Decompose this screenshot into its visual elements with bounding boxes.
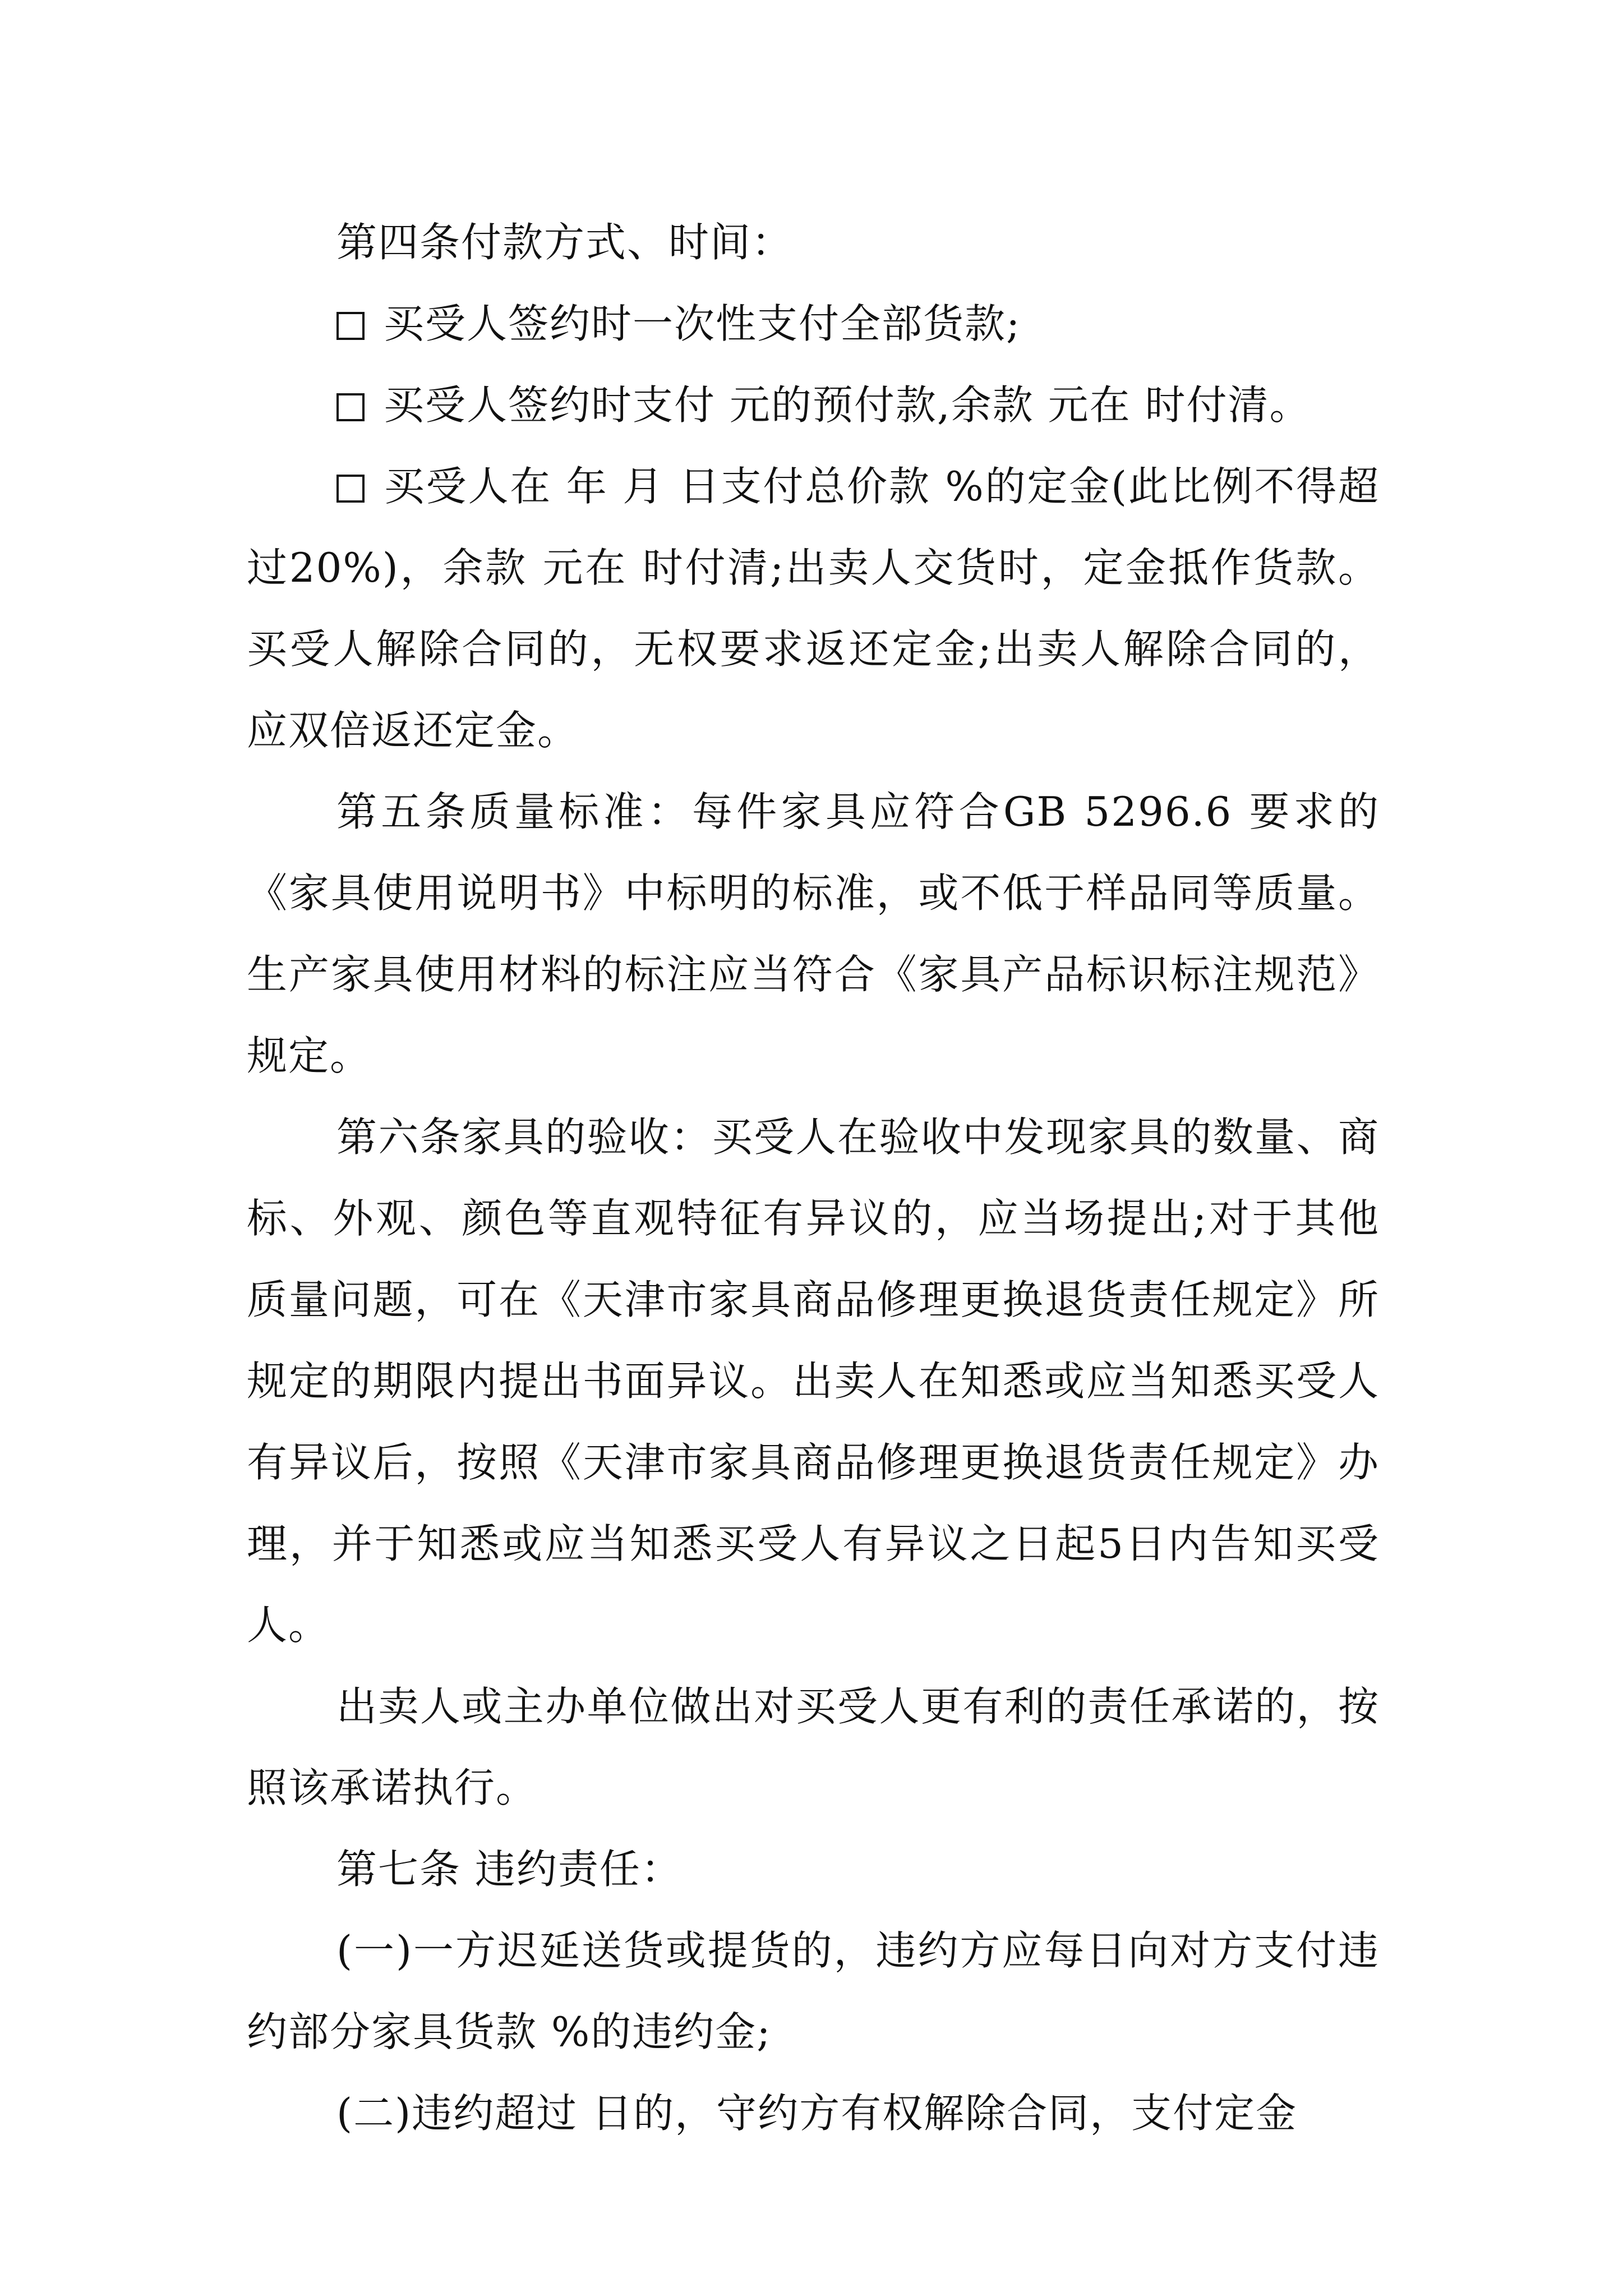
checkbox-icon[interactable]	[336, 393, 365, 421]
seller-promise	[247, 1666, 1380, 1829]
article-7-clause-1	[247, 1910, 1380, 2073]
article-7-clause-2	[247, 2073, 1380, 2154]
payment-option-deposit	[247, 446, 1380, 771]
paragraph-text: 出卖人或主办单位做出对买受人更有利的责任承诺的，按照该承诺执行。	[247, 1683, 1380, 1811]
document-body	[247, 202, 1380, 2154]
paragraph-text: 买受人签约时一次性支付全部货款;	[384, 300, 1021, 347]
paragraph-text: 买受人在 年 月 日支付总价款 %的定金(此比例不得超过20%)，余款 元在 时付清;出卖人交货时，定金抵作货款。买受人解除合同的，无权要求返还定金;出卖人解除合同的，应双倍返还定金。	[247, 463, 1380, 754]
checkbox-icon[interactable]	[336, 475, 365, 503]
checkbox-icon[interactable]	[336, 312, 365, 340]
payment-option-prepayment	[247, 365, 1380, 446]
article-6-acceptance	[247, 1097, 1380, 1666]
paragraph-text: 第六条家具的验收：买受人在验收中发现家具的数量、商标、外观、颜色等直观特征有异议的，应当场提出;对于其他质量问题，可在《天津市家具商品修理更换退货责任规定》所规定的期限内提出书面异议。出卖人在知悉或应当知悉买受人有异议后，按照《天津市家具商品修理更换退货责任规定》办理，并于知悉或应当知悉买受人有异议之日起5日内告知买受人。	[247, 1114, 1380, 1649]
paragraph-text: (一)一方迟延送货或提货的，违约方应每日向对方支付违约部分家具货款 %的违约金;	[247, 1927, 1380, 2055]
article-5-quality	[247, 771, 1380, 1097]
article-7-title	[247, 1829, 1380, 1910]
paragraph-text: (二)违约超过 日的，守约方有权解除合同，支付定金	[336, 2090, 1298, 2137]
paragraph-text: 第四条付款方式、时间：	[336, 219, 794, 266]
article-4-title	[247, 202, 1380, 283]
paragraph-text: 第五条质量标准：每件家具应符合GB 5296.6 要求的《家具使用说明书》中标明的标准，或不低于样品同等质量。生产家具使用材料的标注应当符合《家具产品标识标注规范》规定。	[247, 788, 1380, 1079]
paragraph-text: 买受人签约时支付 元的预付款,余款 元在 时付清。	[384, 381, 1311, 429]
payment-option-lump-sum	[247, 283, 1380, 365]
paragraph-text: 第七条 违约责任：	[336, 1846, 683, 1893]
